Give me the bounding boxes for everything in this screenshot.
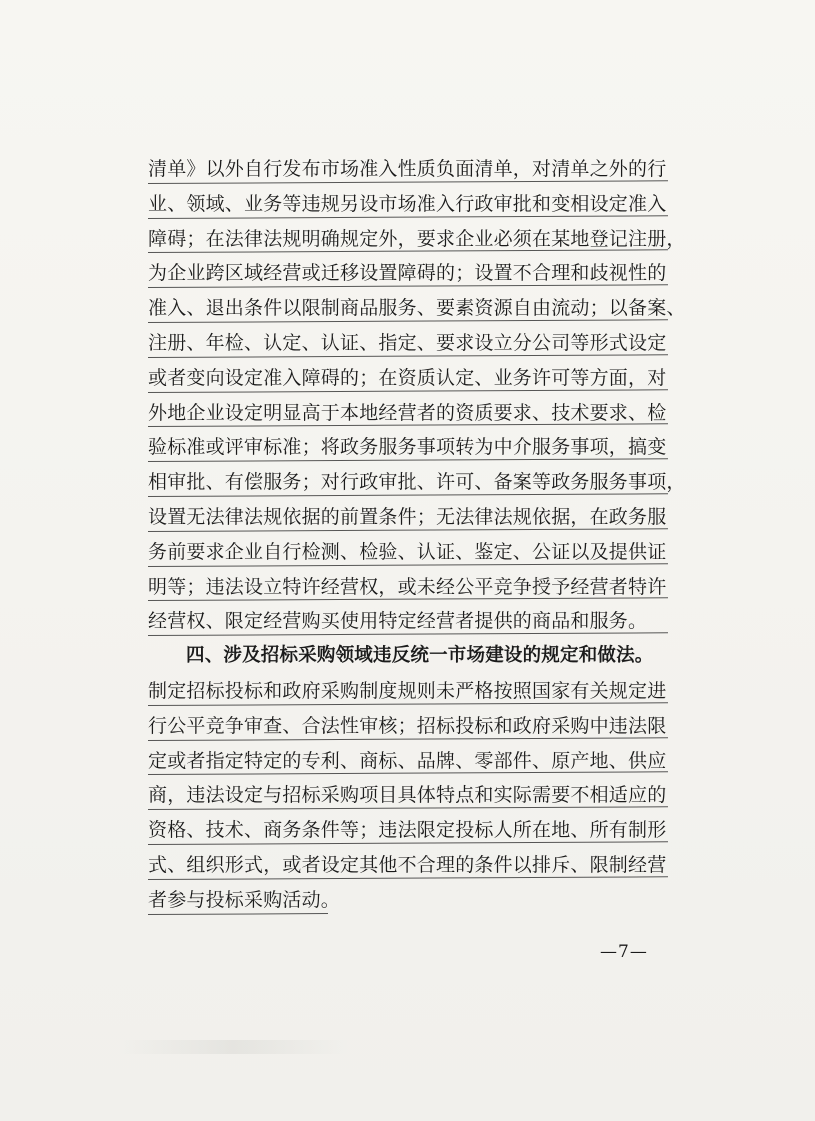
- page-number: —7—: [600, 942, 648, 962]
- text-line: 外地企业设定明显高于本地经营者的资质要求、技术要求、检: [148, 396, 668, 431]
- text-line: 商，违法设定与招标采购项目具体特点和实际需要不相适应的: [148, 778, 668, 813]
- text-line: 为企业跨区域经营或迁移设置障碍的；设置不合理和歧视性的: [148, 256, 668, 291]
- text-line: 者参与投标采购活动。: [148, 883, 668, 918]
- section-heading: 四、涉及招标采购领域违反统一市场建设的规定和做法。: [186, 645, 654, 667]
- text-line: 式、组织形式，或者设定其他不合理的条件以排斥、限制经营: [148, 848, 668, 883]
- text-line: 资格、技术、商务条件等；违法限定投标人所在地、所有制形: [148, 813, 668, 848]
- text-line: 或者变向设定准入障碍的；在资质认定、业务许可等方面，对: [148, 361, 668, 396]
- text-line: 行公平竞争审查、合法性审核；招标投标和政府采购中违法限: [148, 709, 668, 744]
- text-line: 明等；违法设立特许经营权，或未经公平竞争授予经营者特许: [148, 570, 668, 605]
- text-line: 定或者指定特定的专利、商标、品牌、零部件、原产地、供应: [148, 744, 668, 779]
- text-line: 业、领域、业务等违规另设市场准入行政审批和变相设定准入: [148, 187, 668, 222]
- text-line: 注册、年检、认定、认证、指定、要求设立分公司等形式设定: [148, 326, 668, 361]
- text-line: 准入、退出条件以限制商品服务、要素资源自由流动；以备案、: [148, 291, 668, 326]
- text-line: 设置无法律法规依据的前置条件；无法律法规依据，在政务服: [148, 500, 668, 535]
- document-body: [148, 152, 686, 918]
- text-line: 相审批、有偿服务；对行政审批、许可、备案等政务服务事项，: [148, 465, 668, 500]
- scan-artifact: [118, 1040, 348, 1054]
- text-line: 经营权、限定经营购买使用特定经营者提供的商品和服务。: [148, 604, 668, 639]
- text-line: 障碍；在法律法规明确规定外，要求企业必须在某地登记注册，: [148, 222, 668, 257]
- text-line: 验标准或评审标准；将政务服务事项转为中介服务事项，搞变: [148, 430, 668, 465]
- text-line: 清单》以外自行发布市场准入性质负面清单，对清单之外的行: [148, 152, 668, 187]
- text-line: 务前要求企业自行检测、检验、认证、鉴定、公证以及提供证: [148, 535, 668, 570]
- text-line: 制定招标投标和政府采购制度规则未严格按照国家有关规定进: [148, 674, 668, 709]
